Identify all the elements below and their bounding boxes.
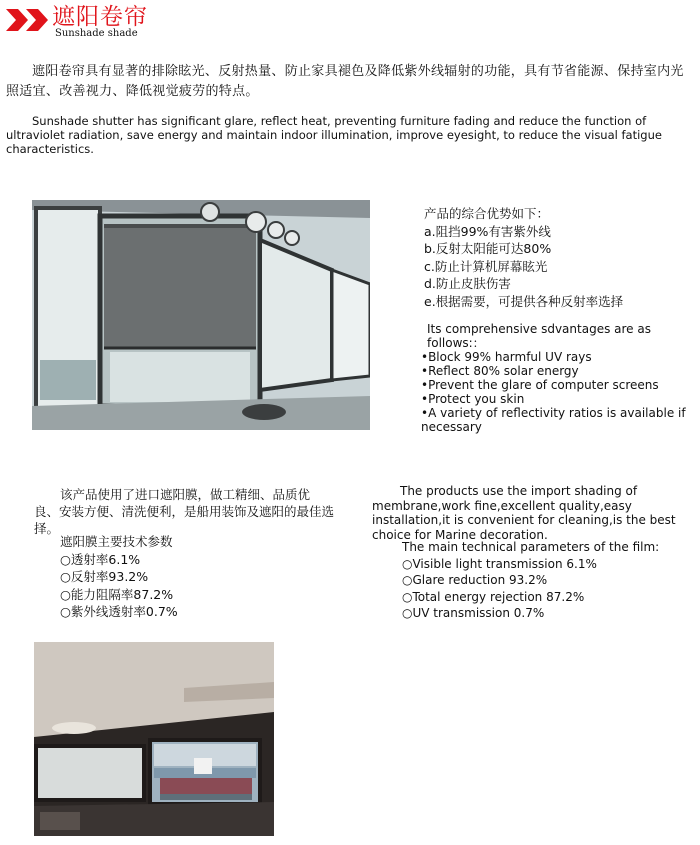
parameter-en-item: ○Visible light transmission 6.1% bbox=[402, 556, 597, 571]
parameter-en-item: ○Glare reduction 93.2% bbox=[402, 573, 548, 587]
advantage-zh-item: e.根据需要，可提供各种反射率选择 bbox=[424, 293, 624, 309]
product-description-en: The products use the import shading of membrane,work fine,excellent quality,easy installation,it is convenient for cleaning,is the best choice for Marine decoration. bbox=[372, 484, 676, 542]
parameters-en bbox=[402, 539, 659, 622]
intro-paragraph-zh: 遮阳卷帘具有显著的排除眩光、反射热量、防止家具褪色及降低紫外线辐射的功能，具有节省能源、保持室内光照适宜、改善视力、降低视觉疲劳的特点。 bbox=[6, 64, 684, 99]
bridge-interior-photo bbox=[34, 642, 274, 836]
parameter-zh-item: ○紫外线透射率0.7% bbox=[60, 604, 178, 619]
parameters-zh-heading: 遮阳膜主要技术参数 bbox=[60, 534, 173, 549]
advantage-zh-item: b.反射太阳能可达80% bbox=[424, 241, 552, 256]
advantage-en-item: • Block 99% harmful UV rays bbox=[421, 350, 691, 364]
parameter-zh-item: ○反射率93.2% bbox=[60, 569, 149, 584]
advantage-en-item: • Protect you skin bbox=[421, 392, 691, 406]
parameter-zh-item: ○能力阻隔率87.2% bbox=[60, 586, 174, 602]
advantages-zh-heading: 产品的综合优势如下： bbox=[424, 206, 550, 221]
advantage-zh-item: d.防止皮肤伤害 bbox=[424, 276, 511, 291]
advantage-zh-item: a.阻挡99%有害紫外线 bbox=[424, 223, 551, 239]
advantage-en-item: • Reflect 80% solar energy bbox=[421, 364, 691, 378]
parameter-en-item: ○Total energy rejection 87.2% bbox=[402, 589, 585, 604]
page-subtitle: Sunshade shade bbox=[55, 28, 138, 39]
double-chevron-logo-icon bbox=[6, 9, 50, 31]
advantages-en bbox=[421, 322, 691, 434]
parameter-zh-item: ○透射率6.1% bbox=[60, 551, 141, 567]
advantage-zh-item: c.防止计算机屏幕眩光 bbox=[424, 258, 548, 274]
advantage-en-item: • Prevent the glare of computer screens bbox=[421, 378, 691, 392]
parameters-en-heading: The main technical parameters of the film: bbox=[402, 540, 660, 554]
advantage-en-item: • A variety of reflectivity ratios is available if necessary bbox=[421, 406, 691, 434]
product-description-zh: 该产品使用了进口遮阳膜，做工精细、品质优良、安装方便、清洗便利，是船用装饰及遮阳的最佳选择。 bbox=[34, 487, 335, 536]
advantages-en-heading: Its comprehensive sdvantages are as follows:： bbox=[427, 322, 651, 350]
parameter-en-item: ○UV transmission 0.7% bbox=[402, 606, 545, 620]
bridge-roller-shade-photo bbox=[32, 200, 370, 430]
advantages-zh bbox=[424, 205, 623, 310]
intro-paragraph-en: Sunshade shutter has significant glare, reflect heat, preventing furniture fading and reduce the function of ultraviolet radiation, save energy and maintain indoor illumination, improve eyesight, to reduce the visual fatigue characteristics. bbox=[6, 114, 662, 156]
parameters-zh bbox=[60, 533, 178, 621]
page-title: 遮阳卷帘 bbox=[52, 4, 148, 30]
